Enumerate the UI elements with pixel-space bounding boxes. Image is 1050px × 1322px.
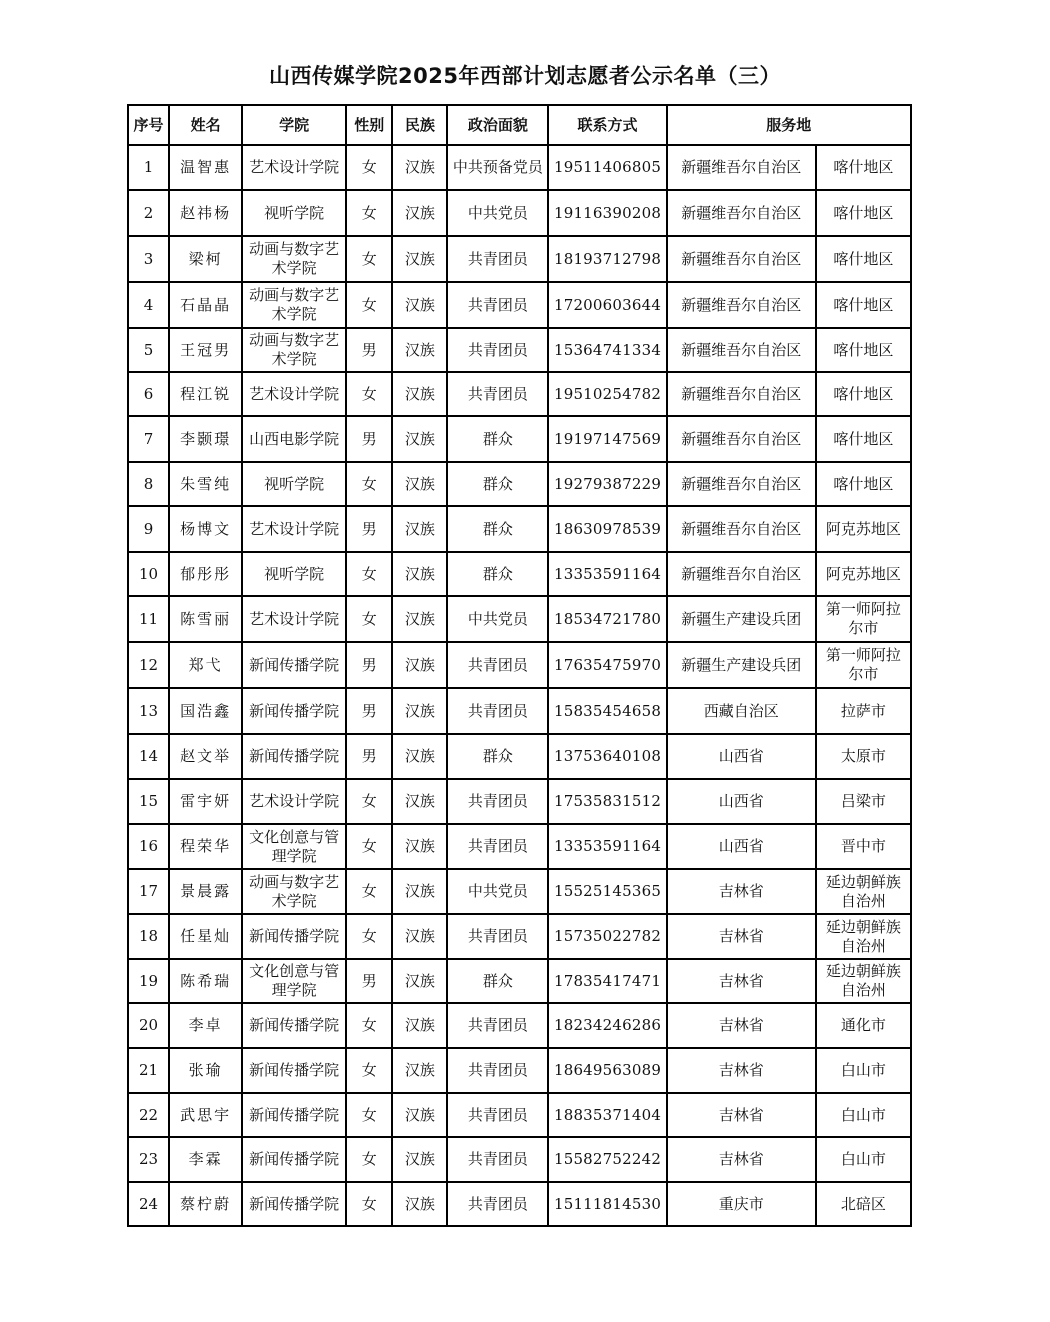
cell-college: 新闻传播学院 [242, 1182, 346, 1226]
cell-contact: 18234246286 [548, 1003, 666, 1048]
cell-ethnicity: 汉族 [392, 1182, 447, 1226]
cell-contact: 17535831512 [548, 779, 666, 824]
cell-gender: 女 [346, 1093, 392, 1137]
cell-political: 共青团员 [447, 328, 548, 372]
cell-service-place: 延边朝鲜族自治州 [816, 959, 911, 1003]
table-row [128, 506, 911, 552]
cell-service-place: 喀什地区 [816, 236, 911, 282]
cell-service-place: 第一师阿拉尔市 [816, 596, 911, 642]
cell-name: 程荣华 [169, 824, 242, 869]
cell-service-province: 新疆维吾尔自治区 [667, 328, 816, 372]
cell-political: 共青团员 [447, 1048, 548, 1093]
cell-no: 21 [128, 1048, 169, 1093]
table-row [128, 959, 911, 1003]
cell-gender: 女 [346, 779, 392, 824]
cell-political: 群众 [447, 959, 548, 1003]
cell-service-place: 喀什地区 [816, 190, 911, 236]
cell-contact: 17635475970 [548, 642, 666, 688]
cell-name: 张瑜 [169, 1048, 242, 1093]
cell-contact: 15525145365 [548, 869, 666, 914]
cell-gender: 女 [346, 145, 392, 190]
cell-service-province: 新疆维吾尔自治区 [667, 416, 816, 462]
cell-service-place: 喀什地区 [816, 145, 911, 190]
cell-service-province: 吉林省 [667, 1093, 816, 1137]
cell-ethnicity: 汉族 [392, 734, 447, 779]
cell-contact: 15835454658 [548, 688, 666, 734]
cell-contact: 19197147569 [548, 416, 666, 462]
cell-no: 14 [128, 734, 169, 779]
cell-service-province: 新疆维吾尔自治区 [667, 145, 816, 190]
cell-name: 程江锐 [169, 372, 242, 416]
page-title: 山西传媒学院2025年西部计划志愿者公示名单（三） [269, 64, 781, 88]
cell-contact: 15735022782 [548, 914, 666, 959]
volunteer-table [127, 104, 912, 1227]
cell-service-province: 山西省 [667, 824, 816, 869]
cell-ethnicity: 汉族 [392, 328, 447, 372]
header-contact: 联系方式 [548, 105, 666, 145]
cell-no: 6 [128, 372, 169, 416]
header-no: 序号 [128, 105, 169, 145]
cell-no: 17 [128, 869, 169, 914]
cell-ethnicity: 汉族 [392, 552, 447, 596]
cell-service-province: 吉林省 [667, 1048, 816, 1093]
cell-contact: 18534721780 [548, 596, 666, 642]
cell-ethnicity: 汉族 [392, 596, 447, 642]
cell-political: 共青团员 [447, 372, 548, 416]
cell-gender: 女 [346, 914, 392, 959]
cell-gender: 女 [346, 282, 392, 328]
cell-political: 共青团员 [447, 236, 548, 282]
cell-no: 12 [128, 642, 169, 688]
cell-contact: 13353591164 [548, 552, 666, 596]
cell-college: 艺术设计学院 [242, 372, 346, 416]
cell-gender: 男 [346, 416, 392, 462]
header-political: 政治面貌 [447, 105, 548, 145]
cell-no: 18 [128, 914, 169, 959]
cell-service-province: 新疆维吾尔自治区 [667, 282, 816, 328]
cell-service-province: 吉林省 [667, 914, 816, 959]
cell-political: 群众 [447, 506, 548, 552]
cell-service-province: 新疆生产建设兵团 [667, 596, 816, 642]
cell-no: 15 [128, 779, 169, 824]
table-row [128, 552, 911, 596]
cell-contact: 13753640108 [548, 734, 666, 779]
cell-no: 16 [128, 824, 169, 869]
header-name: 姓名 [169, 105, 242, 145]
cell-ethnicity: 汉族 [392, 236, 447, 282]
cell-no: 5 [128, 328, 169, 372]
cell-political: 共青团员 [447, 779, 548, 824]
cell-no: 23 [128, 1137, 169, 1182]
cell-gender: 女 [346, 1137, 392, 1182]
cell-name: 任星灿 [169, 914, 242, 959]
cell-college: 视听学院 [242, 462, 346, 506]
cell-service-place: 第一师阿拉尔市 [816, 642, 911, 688]
table-row [128, 1003, 911, 1048]
cell-name: 王冠男 [169, 328, 242, 372]
cell-no: 10 [128, 552, 169, 596]
cell-service-place: 喀什地区 [816, 328, 911, 372]
cell-name: 朱雪纯 [169, 462, 242, 506]
cell-service-province: 吉林省 [667, 869, 816, 914]
cell-no: 7 [128, 416, 169, 462]
cell-service-place: 吕梁市 [816, 779, 911, 824]
cell-contact: 19511406805 [548, 145, 666, 190]
cell-college: 艺术设计学院 [242, 779, 346, 824]
header-college: 学院 [242, 105, 346, 145]
cell-ethnicity: 汉族 [392, 779, 447, 824]
cell-political: 中共党员 [447, 596, 548, 642]
cell-ethnicity: 汉族 [392, 824, 447, 869]
header-gender: 性别 [346, 105, 392, 145]
cell-college: 动画与数字艺术学院 [242, 869, 346, 914]
cell-service-place: 喀什地区 [816, 462, 911, 506]
cell-ethnicity: 汉族 [392, 416, 447, 462]
cell-college: 视听学院 [242, 190, 346, 236]
table-row [128, 734, 911, 779]
cell-college: 视听学院 [242, 552, 346, 596]
cell-contact: 18649563089 [548, 1048, 666, 1093]
table-header-row [128, 105, 911, 145]
table-body [128, 145, 911, 1226]
cell-ethnicity: 汉族 [392, 1093, 447, 1137]
cell-college: 新闻传播学院 [242, 1048, 346, 1093]
cell-gender: 女 [346, 824, 392, 869]
cell-college: 艺术设计学院 [242, 145, 346, 190]
cell-ethnicity: 汉族 [392, 1003, 447, 1048]
table-row [128, 596, 911, 642]
cell-contact: 19279387229 [548, 462, 666, 506]
cell-service-province: 新疆维吾尔自治区 [667, 506, 816, 552]
cell-college: 文化创意与管理学院 [242, 959, 346, 1003]
cell-no: 8 [128, 462, 169, 506]
header-service: 服务地 [667, 105, 911, 145]
cell-gender: 女 [346, 869, 392, 914]
cell-gender: 女 [346, 190, 392, 236]
cell-service-province: 新疆生产建设兵团 [667, 642, 816, 688]
cell-service-place: 喀什地区 [816, 372, 911, 416]
table-row [128, 236, 911, 282]
cell-gender: 女 [346, 552, 392, 596]
cell-college: 文化创意与管理学院 [242, 824, 346, 869]
cell-ethnicity: 汉族 [392, 372, 447, 416]
table-row [128, 642, 911, 688]
cell-name: 景晨露 [169, 869, 242, 914]
table-row [128, 462, 911, 506]
table-row [128, 779, 911, 824]
cell-name: 陈希瑞 [169, 959, 242, 1003]
cell-college: 新闻传播学院 [242, 642, 346, 688]
cell-name: 雷宇妍 [169, 779, 242, 824]
cell-gender: 女 [346, 1003, 392, 1048]
cell-ethnicity: 汉族 [392, 1048, 447, 1093]
cell-name: 梁柯 [169, 236, 242, 282]
cell-contact: 15364741334 [548, 328, 666, 372]
cell-political: 共青团员 [447, 642, 548, 688]
cell-name: 李霖 [169, 1137, 242, 1182]
cell-gender: 男 [346, 959, 392, 1003]
cell-ethnicity: 汉族 [392, 688, 447, 734]
cell-service-place: 阿克苏地区 [816, 552, 911, 596]
cell-ethnicity: 汉族 [392, 642, 447, 688]
cell-no: 13 [128, 688, 169, 734]
cell-name: 杨博文 [169, 506, 242, 552]
cell-political: 共青团员 [447, 824, 548, 869]
cell-contact: 19116390208 [548, 190, 666, 236]
cell-no: 2 [128, 190, 169, 236]
cell-college: 新闻传播学院 [242, 688, 346, 734]
cell-service-province: 山西省 [667, 734, 816, 779]
cell-service-place: 延边朝鲜族自治州 [816, 914, 911, 959]
cell-name: 赵祎杨 [169, 190, 242, 236]
cell-political: 中共党员 [447, 190, 548, 236]
cell-gender: 男 [346, 506, 392, 552]
cell-political: 中共党员 [447, 869, 548, 914]
table-row [128, 1182, 911, 1226]
cell-gender: 女 [346, 236, 392, 282]
cell-service-province: 重庆市 [667, 1182, 816, 1226]
table-row [128, 914, 911, 959]
cell-college: 动画与数字艺术学院 [242, 236, 346, 282]
cell-college: 新闻传播学院 [242, 734, 346, 779]
cell-gender: 男 [346, 328, 392, 372]
cell-college: 山西电影学院 [242, 416, 346, 462]
cell-service-place: 白山市 [816, 1048, 911, 1093]
table-row [128, 824, 911, 869]
cell-service-place: 喀什地区 [816, 282, 911, 328]
table-row [128, 190, 911, 236]
cell-contact: 15111814530 [548, 1182, 666, 1226]
cell-name: 国浩鑫 [169, 688, 242, 734]
header-ethnicity: 民族 [392, 105, 447, 145]
cell-political: 共青团员 [447, 688, 548, 734]
cell-no: 11 [128, 596, 169, 642]
cell-service-place: 阿克苏地区 [816, 506, 911, 552]
cell-ethnicity: 汉族 [392, 145, 447, 190]
cell-service-place: 太原市 [816, 734, 911, 779]
cell-service-province: 吉林省 [667, 1003, 816, 1048]
cell-service-province: 吉林省 [667, 959, 816, 1003]
cell-name: 赵文举 [169, 734, 242, 779]
cell-college: 艺术设计学院 [242, 596, 346, 642]
cell-college: 新闻传播学院 [242, 1137, 346, 1182]
cell-college: 新闻传播学院 [242, 914, 346, 959]
table-row [128, 688, 911, 734]
table-row [128, 1048, 911, 1093]
cell-college: 新闻传播学院 [242, 1003, 346, 1048]
cell-political: 共青团员 [447, 1093, 548, 1137]
cell-service-place: 通化市 [816, 1003, 911, 1048]
cell-political: 共青团员 [447, 282, 548, 328]
cell-service-place: 喀什地区 [816, 416, 911, 462]
cell-name: 温智惠 [169, 145, 242, 190]
table-row [128, 145, 911, 190]
cell-ethnicity: 汉族 [392, 190, 447, 236]
cell-service-province: 吉林省 [667, 1137, 816, 1182]
cell-contact: 13353591164 [548, 824, 666, 869]
cell-service-province: 新疆维吾尔自治区 [667, 190, 816, 236]
cell-ethnicity: 汉族 [392, 959, 447, 1003]
cell-service-place: 北碚区 [816, 1182, 911, 1226]
cell-no: 22 [128, 1093, 169, 1137]
cell-ethnicity: 汉族 [392, 506, 447, 552]
cell-service-place: 拉萨市 [816, 688, 911, 734]
cell-gender: 女 [346, 596, 392, 642]
cell-service-province: 新疆维吾尔自治区 [667, 236, 816, 282]
table-row [128, 372, 911, 416]
cell-political: 群众 [447, 416, 548, 462]
cell-service-province: 新疆维吾尔自治区 [667, 552, 816, 596]
table-row [128, 1137, 911, 1182]
table-row [128, 869, 911, 914]
cell-ethnicity: 汉族 [392, 869, 447, 914]
cell-service-place: 晋中市 [816, 824, 911, 869]
table-row [128, 282, 911, 328]
cell-gender: 男 [346, 734, 392, 779]
cell-political: 共青团员 [447, 1182, 548, 1226]
cell-political: 共青团员 [447, 1137, 548, 1182]
cell-gender: 女 [346, 1182, 392, 1226]
cell-name: 武思宇 [169, 1093, 242, 1137]
cell-no: 19 [128, 959, 169, 1003]
cell-service-place: 延边朝鲜族自治州 [816, 869, 911, 914]
cell-name: 郁彤彤 [169, 552, 242, 596]
cell-service-place: 白山市 [816, 1137, 911, 1182]
cell-college: 动画与数字艺术学院 [242, 328, 346, 372]
cell-no: 3 [128, 236, 169, 282]
cell-gender: 女 [346, 372, 392, 416]
cell-college: 新闻传播学院 [242, 1093, 346, 1137]
cell-political: 共青团员 [447, 914, 548, 959]
cell-contact: 18835371404 [548, 1093, 666, 1137]
cell-gender: 女 [346, 462, 392, 506]
cell-contact: 15582752242 [548, 1137, 666, 1182]
cell-service-province: 新疆维吾尔自治区 [667, 462, 816, 506]
cell-gender: 女 [346, 1048, 392, 1093]
cell-service-place: 白山市 [816, 1093, 911, 1137]
cell-ethnicity: 汉族 [392, 462, 447, 506]
cell-political: 共青团员 [447, 1003, 548, 1048]
cell-contact: 17200603644 [548, 282, 666, 328]
cell-name: 陈雪丽 [169, 596, 242, 642]
cell-name: 郑弋 [169, 642, 242, 688]
cell-ethnicity: 汉族 [392, 914, 447, 959]
cell-contact: 18630978539 [548, 506, 666, 552]
cell-name: 蔡柠蔚 [169, 1182, 242, 1226]
cell-no: 9 [128, 506, 169, 552]
cell-gender: 男 [346, 688, 392, 734]
cell-political: 中共预备党员 [447, 145, 548, 190]
cell-service-province: 新疆维吾尔自治区 [667, 372, 816, 416]
table-row [128, 1093, 911, 1137]
cell-political: 群众 [447, 734, 548, 779]
table-row [128, 416, 911, 462]
cell-name: 石晶晶 [169, 282, 242, 328]
cell-no: 1 [128, 145, 169, 190]
cell-no: 24 [128, 1182, 169, 1226]
cell-college: 动画与数字艺术学院 [242, 282, 346, 328]
cell-ethnicity: 汉族 [392, 1137, 447, 1182]
cell-contact: 19510254782 [548, 372, 666, 416]
cell-no: 4 [128, 282, 169, 328]
cell-gender: 男 [346, 642, 392, 688]
cell-name: 李颢璟 [169, 416, 242, 462]
cell-political: 群众 [447, 462, 548, 506]
cell-name: 李卓 [169, 1003, 242, 1048]
cell-college: 艺术设计学院 [242, 506, 346, 552]
cell-ethnicity: 汉族 [392, 282, 447, 328]
cell-contact: 17835417471 [548, 959, 666, 1003]
cell-service-province: 山西省 [667, 779, 816, 824]
cell-service-province: 西藏自治区 [667, 688, 816, 734]
table-row [128, 328, 911, 372]
cell-political: 群众 [447, 552, 548, 596]
cell-contact: 18193712798 [548, 236, 666, 282]
cell-no: 20 [128, 1003, 169, 1048]
